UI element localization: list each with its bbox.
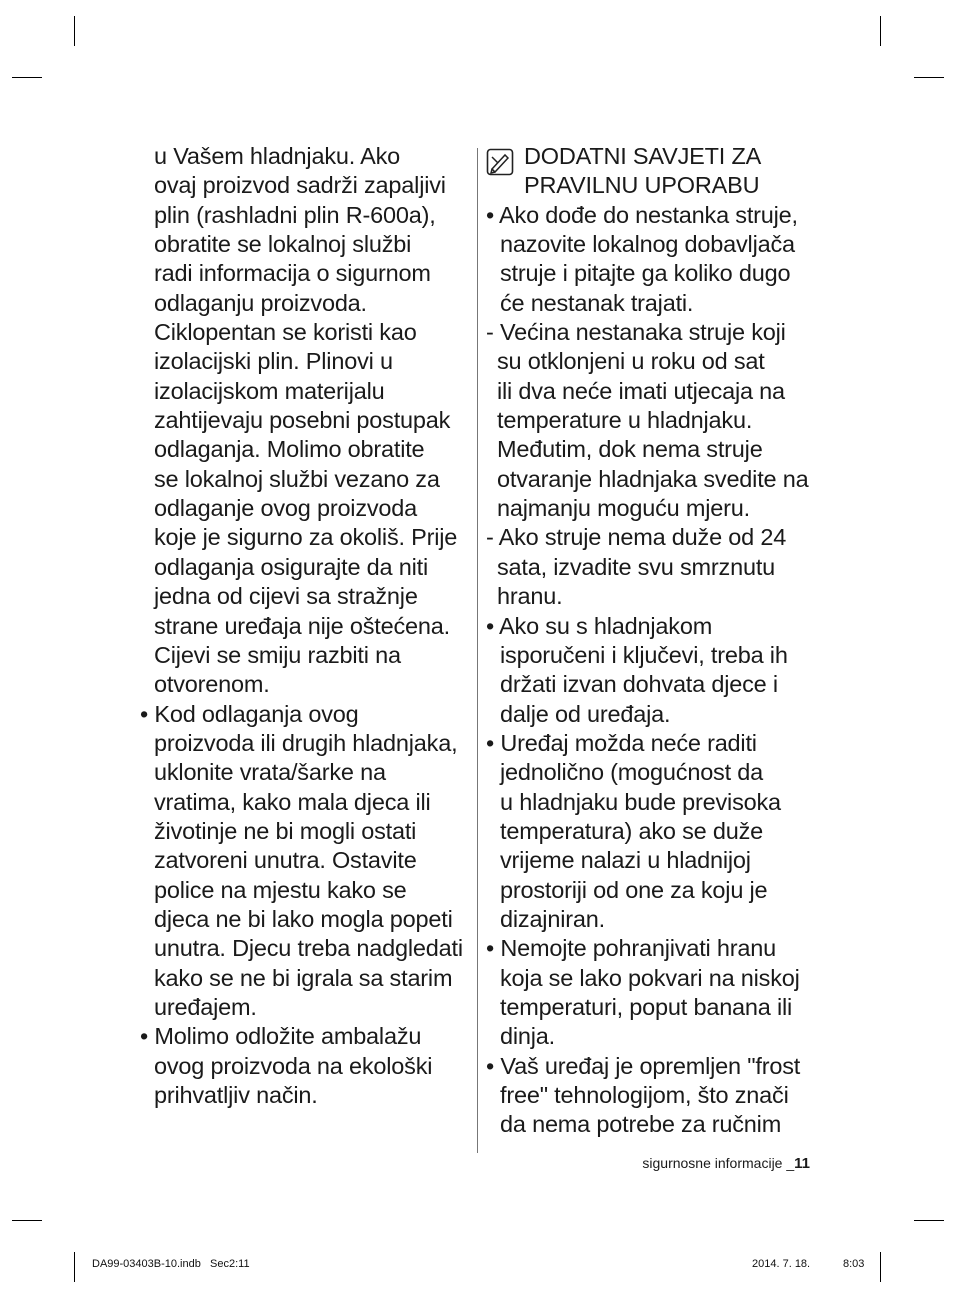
- text-line: koja se lako pokvari na niskoj: [500, 964, 800, 991]
- text-line: kako se ne bi igrala sa starim: [154, 964, 453, 991]
- dash-line: - Ako struje nema duže od 24: [486, 524, 787, 551]
- text-line: strane uređaja nije oštećena.: [154, 612, 450, 639]
- crop-mark: [880, 16, 881, 46]
- footer-section-label: sigurnosne informacije _: [642, 1155, 795, 1171]
- text-line: ovog proizvoda na ekološki: [154, 1052, 433, 1079]
- text-line: zatvoreni unutra. Ostavite: [154, 847, 417, 874]
- text-line: prihvatljiv način.: [154, 1082, 318, 1108]
- text-line: dizajniran.: [500, 905, 605, 932]
- text-line: ovaj proizvod sadrži zapaljivi: [154, 172, 446, 199]
- crop-mark: [74, 16, 75, 46]
- crop-mark: [914, 77, 944, 78]
- text-line: radi informacija o sigurnom: [154, 260, 431, 287]
- heading-line: DODATNI SAVJETI ZA: [524, 143, 762, 169]
- text-line: odlaganje ovog proizvoda: [154, 495, 418, 522]
- text-line: jednolično (mogućnost da: [500, 759, 764, 786]
- text-line: plin (rashladni plin R-600a),: [154, 201, 436, 228]
- bullet-line: • Nemojte pohranjivati hranu: [486, 935, 777, 962]
- text-line: će nestanak trajati.: [500, 289, 694, 316]
- text-line: unutra. Djecu treba nadgledati: [154, 935, 463, 962]
- slug-file: DA99-03403B-10.indb Sec2:11: [92, 1258, 250, 1270]
- page-footer: [600, 1155, 810, 1172]
- text-line: prostoriji od one za koju je: [500, 876, 768, 903]
- text-line: Ciklopentan se koristi kao: [154, 319, 417, 346]
- text-line: uklonite vrata/šarke na: [154, 759, 386, 786]
- text-line: hranu.: [497, 583, 563, 610]
- crop-mark: [74, 1252, 75, 1282]
- text-line: proizvoda ili drugih hladnjaka,: [154, 729, 458, 756]
- bullet-line: • Uređaj možda neće raditi: [486, 729, 757, 756]
- note-pencil-icon: [486, 148, 514, 176]
- text-line: koje je sigurno za okoliš. Prije: [154, 524, 458, 551]
- left-column: [140, 142, 470, 1110]
- bullet-line: • Molimo odložite ambalažu: [140, 1023, 422, 1050]
- crop-mark: [12, 1220, 42, 1221]
- text-line: temperaturi, poput banana ili: [500, 993, 793, 1020]
- text-line: vrijeme nalazi u hladnijoj: [500, 847, 751, 874]
- text-line: obratite se lokalnoj službi: [154, 231, 412, 258]
- text-line: u Vašem hladnjaku. Ako: [154, 143, 400, 169]
- text-line: temperatura) ako se duže: [500, 817, 763, 844]
- text-line: sata, izvadite svu smrznutu: [497, 553, 776, 580]
- text-line: u hladnjaku bude previsoka: [500, 788, 781, 815]
- bullet-line: • Ako su s hladnjakom: [486, 612, 713, 639]
- text-line: da nema potrebe za ručnim: [500, 1111, 782, 1138]
- text-line: otvaranje hladnjaka svedite na: [497, 465, 809, 492]
- column-divider: [477, 148, 478, 1153]
- text-line: odlaganja. Molimo obratite: [154, 436, 425, 463]
- text-line: nazovite lokalnog dobavljača: [500, 231, 795, 258]
- text-line: odlaganju proizvoda.: [154, 289, 367, 316]
- section-heading: [486, 142, 821, 201]
- text-line: police na mjestu kako se: [154, 876, 407, 903]
- page-number: 11: [794, 1155, 810, 1172]
- right-column: [486, 142, 821, 1140]
- crop-mark: [880, 1252, 881, 1282]
- text-line: djeca ne bi lako mogla popeti: [154, 905, 453, 932]
- text-line: životinje ne bi mogli ostati: [154, 817, 417, 844]
- text-line: odlaganja osigurajte da niti: [154, 553, 428, 580]
- bullet-line: • Kod odlaganja ovog: [140, 700, 359, 727]
- heading-line: PRAVILNU UPORABU: [524, 172, 760, 199]
- text-line: najmanju moguću mjeru.: [497, 495, 750, 522]
- slug-date: 2014. 7. 18.: [752, 1258, 811, 1270]
- text-line: izolacijski plin. Plinovi u: [154, 348, 393, 375]
- text-line: zahtijevaju posebni postupak: [154, 407, 451, 434]
- text-line: se lokalnoj službi vezano za: [154, 465, 440, 492]
- text-line: vratima, kako mala djeca ili: [154, 788, 431, 815]
- slug-time: 8:03: [843, 1258, 865, 1270]
- text-line: dinja.: [500, 1023, 555, 1050]
- text-line: su otklonjeni u roku od sat: [497, 348, 765, 375]
- text-line: jedna od cijevi sa stražnje: [154, 583, 418, 610]
- text-line: isporučeni i ključevi, treba ih: [500, 641, 788, 668]
- text-line: ili dva neće imati utjecaja na: [497, 377, 785, 404]
- text-line: temperature u hladnjaku.: [497, 407, 753, 434]
- text-line: struje i pitajte ga koliko dugo: [500, 260, 791, 287]
- dash-line: - Većina nestanaka struje koji: [486, 319, 786, 346]
- text-line: izolacijskom materijalu: [154, 377, 385, 404]
- crop-mark: [914, 1220, 944, 1221]
- bullet-line: • Vaš uređaj je opremljen "frost: [486, 1052, 801, 1079]
- text-line: držati izvan dohvata djece i: [500, 671, 778, 698]
- text-line: otvorenom.: [154, 671, 270, 698]
- text-line: dalje od uređaja.: [500, 700, 671, 727]
- bullet-line: • Ako dođe do nestanka struje,: [486, 201, 798, 228]
- text-line: free" tehnologijom, što znači: [500, 1082, 789, 1108]
- text-line: Međutim, dok nema struje: [497, 436, 763, 463]
- crop-mark: [12, 77, 42, 78]
- text-line: uređajem.: [154, 993, 257, 1020]
- text-line: Cijevi se smiju razbiti na: [154, 641, 401, 668]
